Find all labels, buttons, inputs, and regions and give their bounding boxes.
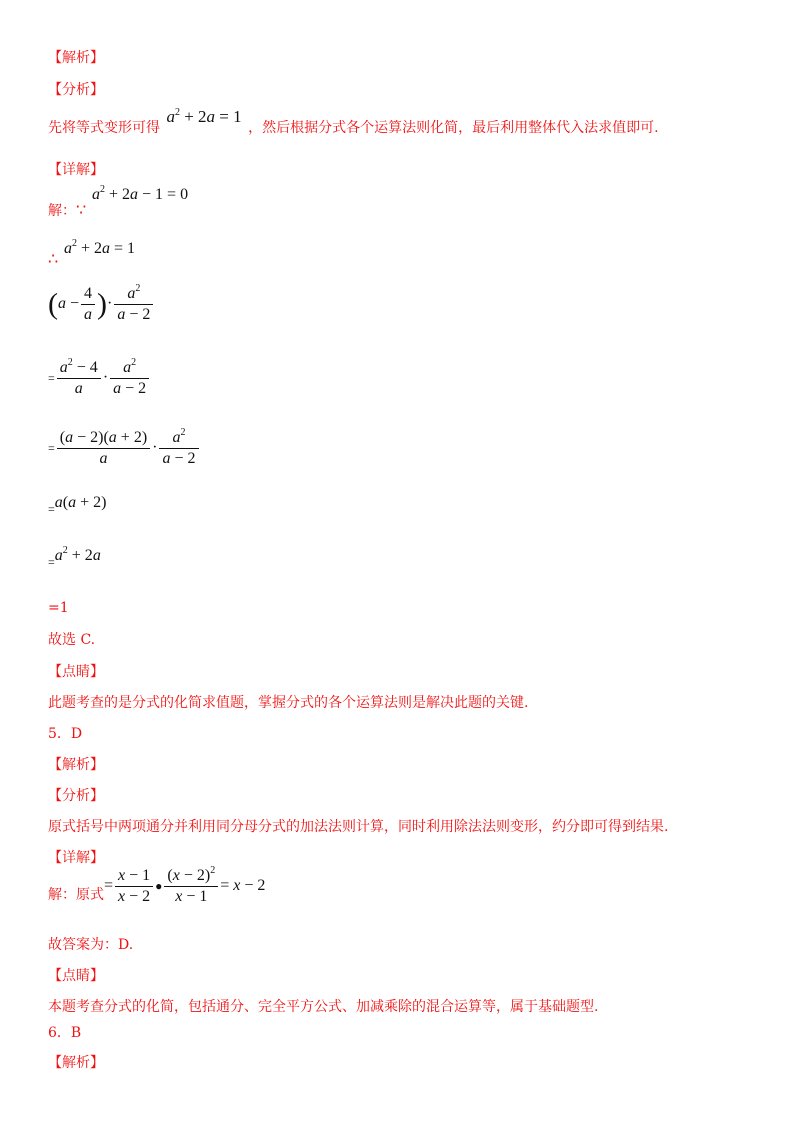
dianjing-heading-2: 【点睛】 <box>48 968 104 984</box>
equation-derived: $a^2 + 2a = 1$ <box>64 238 136 257</box>
expression-start: (a − $\frac{4}{a}$ )· $\frac{a^2}{a - 2}$ <box>48 284 155 325</box>
answer-6: 6．B <box>48 1025 82 1041</box>
analysis-2: 原式括号中两项通分并利用同分母分式的加法法则计算，同时利用除法法则变形，约分即可得到结果. <box>48 819 669 835</box>
final-answer-2: 故答案为：D. <box>48 937 134 953</box>
fenxi-heading-2: 【分析】 <box>48 788 104 804</box>
dianjing-heading-1: 【点睛】 <box>48 664 104 680</box>
solution-expression-2: = $\frac{x - 1}{x - 2}$ ● $\frac{(x - 2)^2}{x - 1}$ = x − 2 <box>104 865 266 905</box>
step-2: = $\frac{(a - 2)(a + 2)}{a}$ · $\frac{a^2}{a - 2}$ <box>48 428 201 469</box>
step-3: =a(a + 2) <box>48 494 107 516</box>
analysis-post: ，然后根据分式各个运算法则化简，最后利用整体代入法求值即可. <box>248 120 659 136</box>
therefore-symbol: ∴ <box>48 249 59 268</box>
analysis-equation: $a^2 + 2a = 1$ <box>166 107 242 126</box>
jiexi-heading-2: 【解析】 <box>48 757 104 773</box>
because-symbol: ∵ <box>76 200 87 219</box>
step-4: $=a^2 + 2a$ <box>48 545 101 569</box>
xiangjie-heading-1: 【详解】 <box>48 162 104 178</box>
comment-2: 本题考查分式的化简，包括通分、完全平方公式、加减乘除的混合运算等，属于基础题型. <box>48 999 599 1015</box>
step-5: =1 <box>48 600 69 616</box>
jiexi-heading-3: 【解析】 <box>48 1055 104 1071</box>
fenxi-heading-1: 【分析】 <box>48 82 104 98</box>
jie-label: 解： <box>48 203 76 219</box>
jiexi-heading-1: 【解析】 <box>48 50 104 66</box>
answer-5: 5．D <box>48 726 83 742</box>
analysis-pre: 先将等式变形可得 <box>48 120 160 136</box>
step-1: = $\frac{a^2 - 4}{a}$ · $\frac{a^2}{a - 2}$ <box>48 358 151 399</box>
solution-start <box>48 200 86 221</box>
equation-given: $a^2 + 2a - 1 = 0$ <box>92 184 189 203</box>
xiangjie-heading-2: 【详解】 <box>48 850 104 866</box>
jie-yuanshi-label: 解：原式 <box>48 887 104 903</box>
choice-line: 故选 C. <box>48 632 96 648</box>
comment-1: 此题考查的是分式的化简求值题，掌握分式的各个运算法则是解决此题的关键. <box>48 695 529 711</box>
analysis-line-1 <box>48 107 659 138</box>
